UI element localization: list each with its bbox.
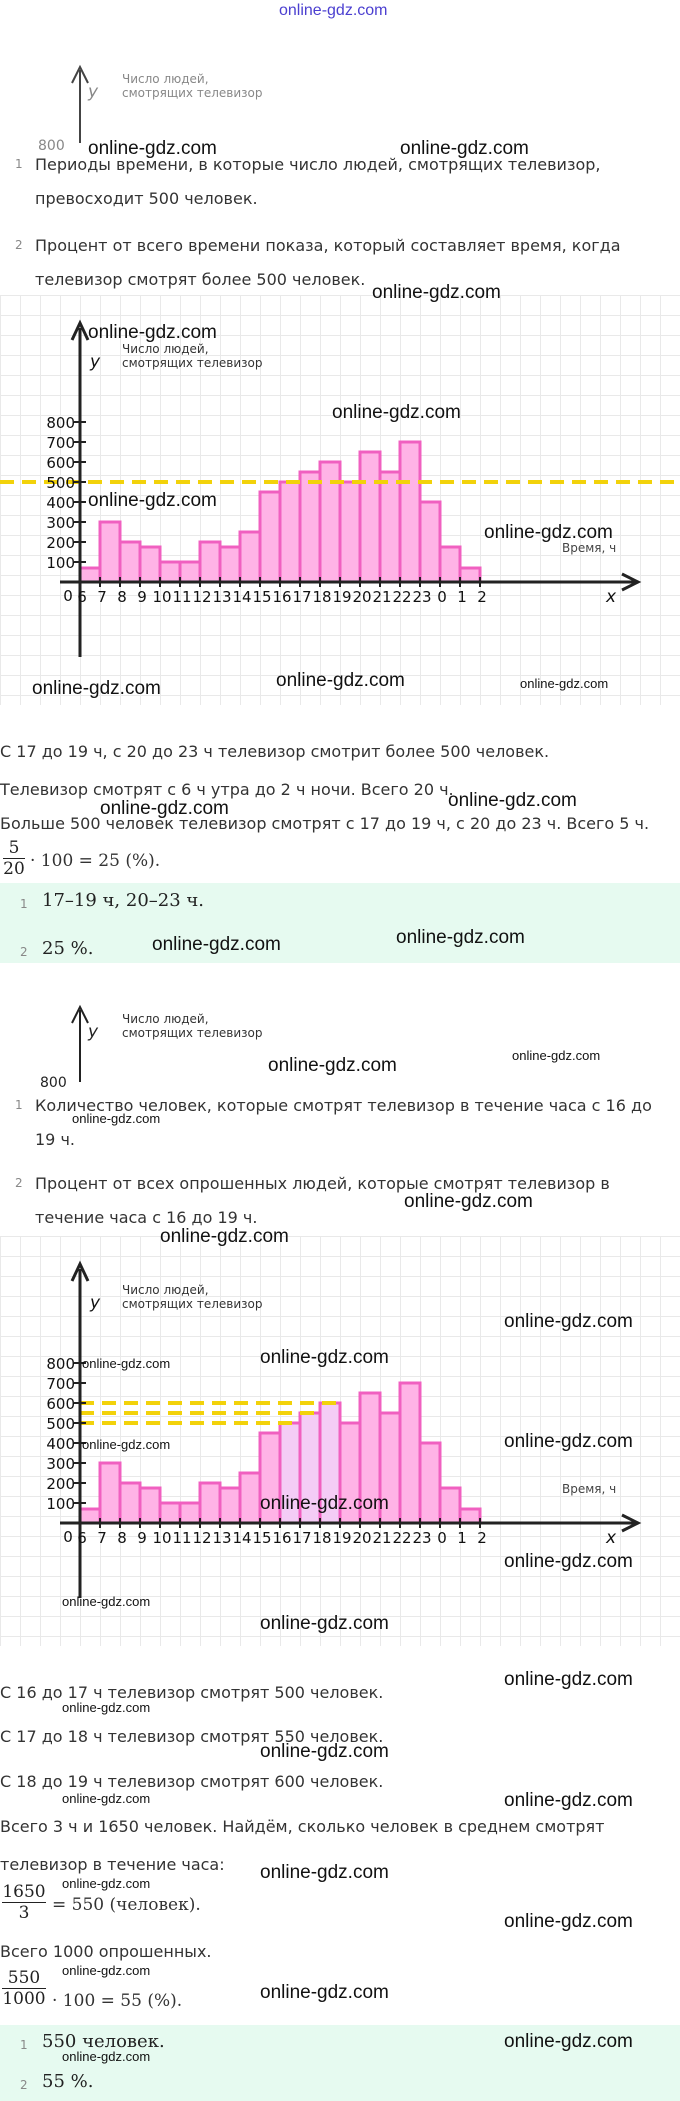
q1-item1-num: 1 bbox=[15, 157, 23, 171]
q2-solution-line6: Всего 1000 опрошенных. bbox=[0, 1942, 212, 1961]
bar-15 bbox=[260, 492, 280, 582]
watermark: online-gdz.com bbox=[260, 1493, 389, 1514]
x-tick-label: 0 bbox=[437, 1529, 447, 1547]
y-title-line1: Число людей, bbox=[122, 342, 209, 356]
bar-21 bbox=[380, 472, 400, 582]
watermark: online-gdz.com bbox=[62, 2049, 151, 2064]
watermark: online-gdz.com bbox=[268, 1055, 397, 1076]
q1-solution-line1: С 17 до 19 ч, с 20 до 23 ч телевизор смотрит более 500 человек. bbox=[0, 742, 550, 761]
y-tick-label: 600 bbox=[46, 454, 75, 472]
q2-answer1: 550 человек. bbox=[42, 2031, 165, 2052]
x-tick-label: 8 bbox=[117, 1529, 127, 1547]
watermark: online-gdz.com bbox=[62, 1594, 151, 1609]
y-tick-label: 500 bbox=[46, 1415, 75, 1433]
watermark: online-gdz.com bbox=[448, 790, 577, 811]
origin-label: 0 bbox=[63, 587, 73, 605]
y-tick-label: 100 bbox=[46, 1495, 75, 1513]
x-tick-label: 6 bbox=[77, 1529, 87, 1547]
bar-17 bbox=[300, 472, 320, 582]
x-tick-label: 12 bbox=[192, 588, 212, 606]
y-title-line2: смотрящих телевизор bbox=[122, 356, 263, 370]
q2-solution-line4: Всего 3 ч и 1650 человек. Найдём, сколько человек в среднем смотрят bbox=[0, 1817, 605, 1836]
y-axis-label: y bbox=[88, 1022, 99, 1042]
y-title-line2: смотрящих телевизор bbox=[122, 86, 263, 100]
bar-19 bbox=[340, 482, 360, 582]
bar-10 bbox=[160, 1503, 180, 1523]
x-tick-label: 2 bbox=[477, 588, 487, 606]
x-tick-label: 18 bbox=[312, 1529, 332, 1547]
bar-22 bbox=[400, 442, 420, 582]
x-tick-label: 17 bbox=[292, 1529, 312, 1547]
q1-item2-text: Процент от всего времени показа, который составляет время, когда телевизор смотрят более 500 человек. bbox=[35, 236, 621, 289]
bar-11 bbox=[180, 1503, 200, 1523]
bar-14 bbox=[240, 1473, 260, 1523]
bar-8 bbox=[120, 1483, 140, 1523]
watermark: online-gdz.com bbox=[82, 1356, 171, 1371]
bar-13 bbox=[220, 547, 240, 582]
q1-answer1: 17–19 ч, 20–23 ч. bbox=[42, 890, 205, 911]
watermark: online-gdz.com bbox=[520, 676, 609, 691]
q1-answer1-num: 1 bbox=[20, 897, 28, 911]
cut-tick: 800 bbox=[38, 138, 65, 154]
q2-solution-line2: С 17 до 18 ч телевизор смотрят 550 человек. bbox=[0, 1727, 384, 1746]
watermark: online-gdz.com bbox=[400, 138, 529, 159]
x-tick-label: 13 bbox=[212, 1529, 232, 1547]
q1-fraction: $\frac{5}{20}$ bbox=[3, 838, 25, 879]
y-tick-label: 100 bbox=[46, 554, 75, 572]
x-tick-label: 11 bbox=[172, 1529, 192, 1547]
x-tick-label: 11 bbox=[172, 588, 192, 606]
y-title-line1: Число людей, bbox=[122, 72, 209, 86]
bar-23 bbox=[420, 502, 440, 582]
x-tick-label: 16 bbox=[272, 588, 292, 606]
x-tick-label: 23 bbox=[412, 588, 432, 606]
bar-0 bbox=[440, 1488, 460, 1523]
site-title[interactable]: online-gdz.com bbox=[279, 2, 388, 19]
bar-0 bbox=[440, 547, 460, 582]
watermark: online-gdz.com bbox=[88, 490, 217, 511]
bar-10 bbox=[160, 562, 180, 582]
x-tick-label: 15 bbox=[252, 588, 272, 606]
x-tick-label: 8 bbox=[117, 588, 127, 606]
x-tick-label: 7 bbox=[97, 1529, 107, 1547]
y-tick-label: 400 bbox=[46, 494, 75, 512]
x-tick-label: 20 bbox=[352, 1529, 372, 1547]
y-tick-label: 200 bbox=[46, 534, 75, 552]
y-tick-label: 600 bbox=[46, 1395, 75, 1413]
x-tick-label: 7 bbox=[97, 588, 107, 606]
q2-fraction2-tail: · 100 = 55 (%). bbox=[52, 1991, 183, 2011]
q1-item2-num: 2 bbox=[15, 238, 23, 252]
watermark: online-gdz.com bbox=[260, 1347, 389, 1368]
watermark: online-gdz.com bbox=[504, 1790, 633, 1811]
q1-answer2: 25 %. bbox=[42, 938, 94, 959]
watermark: online-gdz.com bbox=[32, 678, 161, 699]
watermark: online-gdz.com bbox=[152, 934, 281, 955]
watermark: online-gdz.com bbox=[396, 927, 525, 948]
watermark: online-gdz.com bbox=[62, 1791, 151, 1806]
bar-12 bbox=[200, 1483, 220, 1523]
watermark: online-gdz.com bbox=[332, 402, 461, 423]
watermark: online-gdz.com bbox=[88, 322, 217, 343]
y-tick-label: 800 bbox=[46, 1355, 75, 1373]
bar-7 bbox=[100, 522, 120, 582]
y-title-line2: смотрящих телевизор bbox=[122, 1026, 263, 1040]
watermark: online-gdz.com bbox=[504, 1669, 633, 1690]
x-title: Время, ч bbox=[562, 541, 617, 555]
y-title-line1: Число людей, bbox=[122, 1012, 209, 1026]
y-tick-label: 300 bbox=[46, 514, 75, 532]
q2-solution-line1: С 16 до 17 ч телевизор смотрят 500 человек. bbox=[0, 1683, 384, 1702]
watermark: online-gdz.com bbox=[62, 1700, 151, 1715]
watermark: online-gdz.com bbox=[504, 1311, 633, 1332]
y-tick-label: 400 bbox=[46, 1435, 75, 1453]
q2-answer2-num: 2 bbox=[20, 2078, 28, 2092]
x-tick-label: 22 bbox=[392, 588, 412, 606]
x-tick-label: 18 bbox=[312, 588, 332, 606]
watermark: online-gdz.com bbox=[62, 1963, 151, 1978]
x-tick-label: 15 bbox=[252, 1529, 272, 1547]
q2-answer2: 55 %. bbox=[42, 2071, 94, 2092]
q2-fraction1-tail: = 550 (человек). bbox=[52, 1895, 201, 1915]
q1-solution-line3: Больше 500 человек телевизор смотрят с 17 до 19 ч, с 20 до 23 ч. Всего 5 ч. bbox=[0, 814, 650, 833]
watermark: online-gdz.com bbox=[484, 522, 613, 543]
watermark: online-gdz.com bbox=[62, 1876, 151, 1891]
y-title-line1: Число людей, bbox=[122, 1283, 209, 1297]
bar-23 bbox=[420, 1443, 440, 1523]
x-tick-label: 22 bbox=[392, 1529, 412, 1547]
q1-solution-line2: Телевизор смотрят с 6 ч утра до 2 ч ночи. Всего 20 ч. bbox=[0, 780, 454, 799]
bar-6 bbox=[80, 568, 100, 582]
x-tick-label: 1 bbox=[457, 588, 467, 606]
bar-1 bbox=[460, 568, 480, 582]
x-tick-label: 1 bbox=[457, 1529, 467, 1547]
y-axis-label: y bbox=[88, 82, 99, 102]
x-axis-name: x bbox=[606, 587, 617, 607]
watermark: online-gdz.com bbox=[372, 282, 501, 303]
x-tick-label: 9 bbox=[137, 1529, 147, 1547]
q2-solution-line5: телевизор в течение часа: bbox=[0, 1855, 225, 1874]
cut-tick: 800 bbox=[40, 1075, 67, 1091]
watermark: online-gdz.com bbox=[100, 798, 229, 819]
x-tick-label: 12 bbox=[192, 1529, 212, 1547]
watermark: online-gdz.com bbox=[512, 1048, 601, 1063]
q1-fraction-tail: · 100 = 25 (%). bbox=[30, 851, 161, 871]
y-tick-label: 700 bbox=[46, 1375, 75, 1393]
q2-answer1-num: 1 bbox=[20, 2038, 28, 2052]
q2-solution-line3: С 18 до 19 ч телевизор смотрят 600 человек. bbox=[0, 1772, 384, 1791]
watermark: online-gdz.com bbox=[260, 1741, 389, 1762]
x-tick-label: 19 bbox=[332, 1529, 352, 1547]
bar-6 bbox=[80, 1509, 100, 1523]
bar-8 bbox=[120, 542, 140, 582]
watermark: online-gdz.com bbox=[260, 1613, 389, 1634]
bar-22 bbox=[400, 1383, 420, 1523]
x-tick-label: 23 bbox=[412, 1529, 432, 1547]
x-tick-label: 10 bbox=[152, 1529, 172, 1547]
q2-fraction1: $\frac{1650}{3}$ bbox=[2, 1882, 46, 1923]
y-tick-label: 800 bbox=[46, 414, 75, 432]
watermark: online-gdz.com bbox=[276, 670, 405, 691]
x-tick-label: 20 bbox=[352, 588, 372, 606]
y-tick-label: 200 bbox=[46, 1475, 75, 1493]
q2-item2-text: Процент от всех опрошенных людей, которые смотрят телевизор в течение часа с 16 до 19 ч. bbox=[35, 1174, 610, 1227]
bar-14 bbox=[240, 532, 260, 582]
y-tick-label: 300 bbox=[46, 1455, 75, 1473]
x-tick-label: 19 bbox=[332, 588, 352, 606]
bar-12 bbox=[200, 542, 220, 582]
watermark: online-gdz.com bbox=[160, 1226, 289, 1247]
x-tick-label: 14 bbox=[232, 1529, 252, 1547]
bar-9 bbox=[140, 1488, 160, 1523]
q1-item1-text: Периоды времени, в которые число людей, смотрящих телевизор, превосходит 500 человек. bbox=[35, 155, 601, 208]
watermark: online-gdz.com bbox=[504, 1551, 633, 1572]
y-axis-name: y bbox=[90, 1293, 101, 1313]
watermark: online-gdz.com bbox=[404, 1191, 533, 1212]
x-axis-name: x bbox=[606, 1528, 617, 1548]
watermark: online-gdz.com bbox=[504, 1431, 633, 1452]
bar-16 bbox=[280, 482, 300, 582]
y-tick-label: 500 bbox=[46, 474, 75, 492]
origin-label: 0 bbox=[63, 1528, 73, 1546]
watermark: online-gdz.com bbox=[504, 2031, 633, 2052]
q2-item1-num: 1 bbox=[15, 1098, 23, 1112]
watermark: online-gdz.com bbox=[88, 138, 217, 159]
q2-item1-text: Количество человек, которые смотрят телевизор в течение часа с 16 до 19 ч. bbox=[35, 1096, 652, 1149]
watermark: online-gdz.com bbox=[260, 1982, 389, 2003]
bar-1 bbox=[460, 1509, 480, 1523]
y-tick-label: 700 bbox=[46, 434, 75, 452]
bar-9 bbox=[140, 547, 160, 582]
x-title: Время, ч bbox=[562, 1482, 617, 1496]
q1-answer2-num: 2 bbox=[20, 945, 28, 959]
watermark: online-gdz.com bbox=[72, 1111, 161, 1126]
bar-20 bbox=[360, 452, 380, 582]
x-tick-label: 21 bbox=[372, 1529, 392, 1547]
x-tick-label: 2 bbox=[477, 1529, 487, 1547]
x-tick-label: 9 bbox=[137, 588, 147, 606]
y-title-line2: смотрящих телевизор bbox=[122, 1297, 263, 1311]
bar-7 bbox=[100, 1463, 120, 1523]
x-tick-label: 6 bbox=[77, 588, 87, 606]
watermark: online-gdz.com bbox=[82, 1437, 171, 1452]
watermark: online-gdz.com bbox=[260, 1862, 389, 1883]
bar-13 bbox=[220, 1488, 240, 1523]
x-tick-label: 21 bbox=[372, 588, 392, 606]
x-tick-label: 10 bbox=[152, 588, 172, 606]
q2-fraction2: $\frac{550}{1000}$ bbox=[2, 1968, 46, 2009]
x-tick-label: 17 bbox=[292, 588, 312, 606]
x-tick-label: 0 bbox=[437, 588, 447, 606]
watermark: online-gdz.com bbox=[504, 1911, 633, 1932]
q2-item2-num: 2 bbox=[15, 1176, 23, 1190]
x-tick-label: 16 bbox=[272, 1529, 292, 1547]
y-axis-name: y bbox=[90, 352, 101, 372]
bar-11 bbox=[180, 562, 200, 582]
x-tick-label: 14 bbox=[232, 588, 252, 606]
x-tick-label: 13 bbox=[212, 588, 232, 606]
